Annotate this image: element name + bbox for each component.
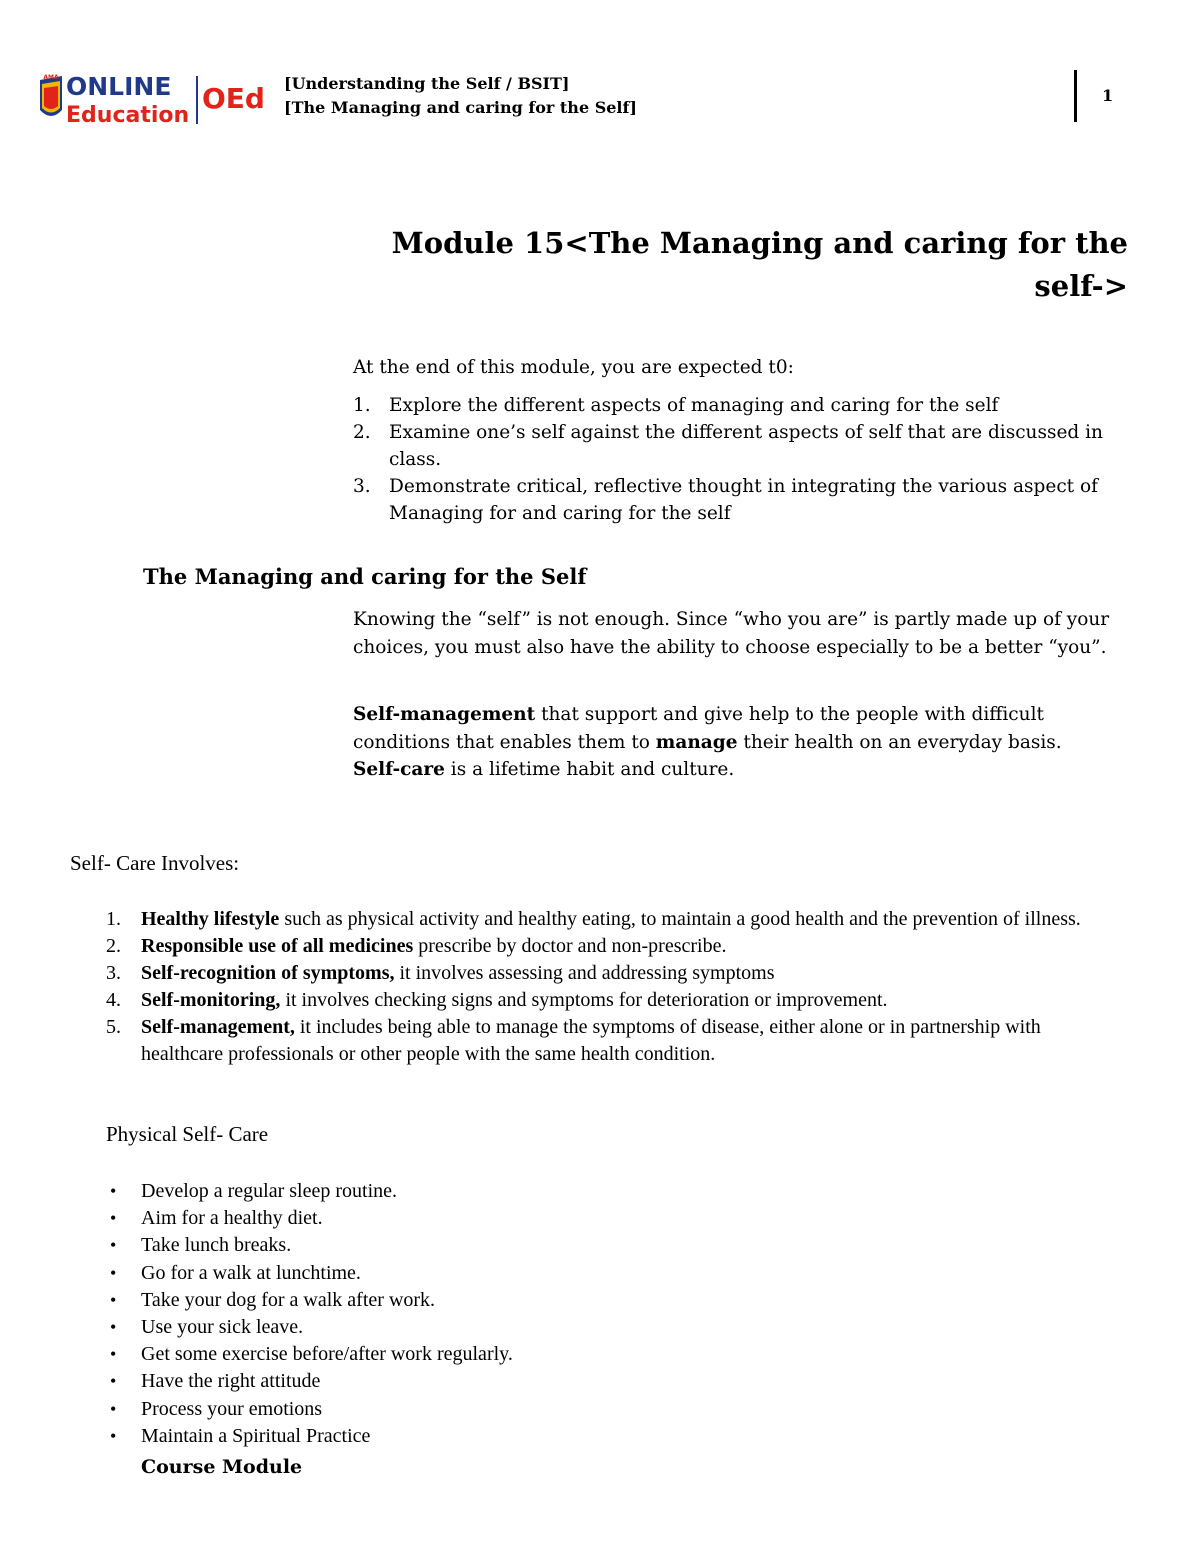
item-term: Self-monitoring, [141, 989, 281, 1011]
objectives-intro: At the end of this module, you are expected t0: [353, 357, 794, 378]
item-text: Explore the different aspects of managing and caring for the self [389, 395, 999, 416]
item-text: Get some exercise before/after work regularly. [141, 1343, 513, 1366]
bullet-icon: • [110, 1317, 117, 1338]
item-text: Aim for a healthy diet. [141, 1207, 323, 1230]
item-text: Use your sick leave. [141, 1316, 304, 1339]
header-divider [1074, 70, 1077, 122]
item-number: 2. [353, 422, 371, 443]
item-text: it involves checking signs and symptoms for deterioration or improvement. [280, 989, 888, 1011]
footer-label: Course Module [141, 1456, 303, 1478]
learning-objectives [353, 354, 1143, 527]
bullet-icon: • [110, 1398, 117, 1419]
item-text: such as physical activity and healthy eating, to maintain a good health and the prevention of illness. [279, 908, 1081, 930]
list-item [106, 1014, 1086, 1068]
item-number: 3. [353, 476, 371, 497]
intro-paragraph: Knowing the “self” is not enough. Since “who you are” is partly made up of your choices, you must also have the ability to choose especially to be a better “you”. [353, 609, 1110, 658]
item-text: Develop a regular sleep routine. [141, 1180, 398, 1202]
definition-text: is a lifetime habit and culture. [444, 759, 735, 780]
list-item [106, 1205, 1006, 1232]
item-text: Take your dog for a walk after work. [141, 1288, 436, 1311]
list-item [106, 906, 1086, 933]
term-self-management: Self-management [353, 704, 536, 725]
list-item [106, 1287, 1006, 1314]
svg-text:OEd: OEd [202, 82, 265, 115]
svg-text:ONLINE: ONLINE [66, 72, 172, 101]
item-number: 2. [106, 935, 121, 957]
list-item [106, 1232, 1006, 1259]
item-term: Responsible use of all medicines [141, 935, 414, 957]
item-text: Go for a walk at lunchtime. [141, 1261, 361, 1284]
item-text: Examine one’s self against the different aspects of self that are discussed in class. [389, 422, 1103, 470]
page-number: 1 [1102, 86, 1114, 105]
list-item [106, 1341, 1006, 1368]
running-header [284, 72, 637, 120]
bullet-icon: • [110, 1262, 117, 1283]
bullet-icon: • [110, 1289, 117, 1310]
item-term: Self-management, [141, 1016, 295, 1038]
item-text: prescribe by doctor and non-prescribe. [413, 935, 727, 957]
physical-self-care-heading: Physical Self- Care [106, 1122, 269, 1146]
bullet-icon: • [110, 1371, 117, 1392]
svg-text:Education: Education [66, 103, 190, 128]
title-line-1: Module 15<The Managing and caring for the [391, 226, 1128, 260]
svg-text:AMA: AMA [43, 74, 59, 81]
term-self-care: Self-care [353, 759, 445, 780]
item-text: it involves assessing and addressing symptoms [394, 962, 775, 984]
list-item [106, 1423, 1006, 1450]
course-line: [Understanding the Self / BSIT] [284, 74, 570, 93]
ama-seal-icon [40, 74, 62, 116]
item-number: 5. [106, 1016, 121, 1038]
list-item [106, 1368, 1006, 1395]
item-text: Have the right attitude [141, 1370, 321, 1393]
topic-line: [The Managing and caring for the Self] [284, 98, 637, 117]
objectives-list [353, 392, 1143, 527]
definition-paragraph [353, 701, 1133, 784]
list-item [106, 987, 1086, 1014]
item-text: Maintain a Spiritual Practice [141, 1424, 371, 1447]
item-term: Healthy lifestyle [141, 908, 280, 930]
item-text: Take lunch breaks. [141, 1234, 292, 1257]
bullet-icon: • [110, 1181, 117, 1201]
term-manage: manage [655, 731, 738, 753]
list-item [353, 473, 1143, 527]
list-item [353, 419, 1143, 473]
definition-text: that support and give help to the people with difficult conditions that enables them to [353, 704, 1044, 753]
self-care-heading: Self- Care Involves: [70, 851, 240, 875]
item-number: 1. [106, 908, 121, 930]
item-text: Process your emotions [141, 1397, 323, 1420]
self-care-list [106, 906, 1086, 1068]
item-text: it includes being able to manage the symptoms of disease, either alone or in partnership with healthcare professionals or other people with the same health condition. [141, 1016, 1041, 1065]
item-text: Demonstrate critical, reflective thought in integrating the various aspect of Managing for and caring for the self [389, 476, 1098, 524]
bullet-icon: • [110, 1344, 117, 1365]
definition-text: their health on an everyday basis. [737, 731, 1062, 753]
list-item [106, 1396, 1006, 1423]
physical-self-care-list [106, 1178, 1006, 1450]
online-education-logo [36, 70, 272, 130]
list-item [353, 392, 1143, 419]
list-item [106, 933, 1086, 960]
item-number: 3. [106, 962, 121, 984]
item-number: 1. [353, 395, 371, 416]
module-title [368, 222, 1128, 308]
item-number: 4. [106, 989, 121, 1011]
section-heading: The Managing and caring for the Self [143, 564, 587, 589]
bullet-icon: • [110, 1208, 117, 1229]
list-item [106, 1314, 1006, 1341]
title-line-2: self-> [1034, 269, 1128, 303]
list-item [106, 960, 1086, 987]
list-item [106, 1178, 1006, 1205]
bullet-icon: • [110, 1235, 117, 1256]
logo-graphic [36, 70, 272, 130]
list-item [106, 1260, 1006, 1287]
item-term: Self-recognition of symptoms, [141, 962, 395, 984]
bullet-icon: • [110, 1425, 117, 1446]
